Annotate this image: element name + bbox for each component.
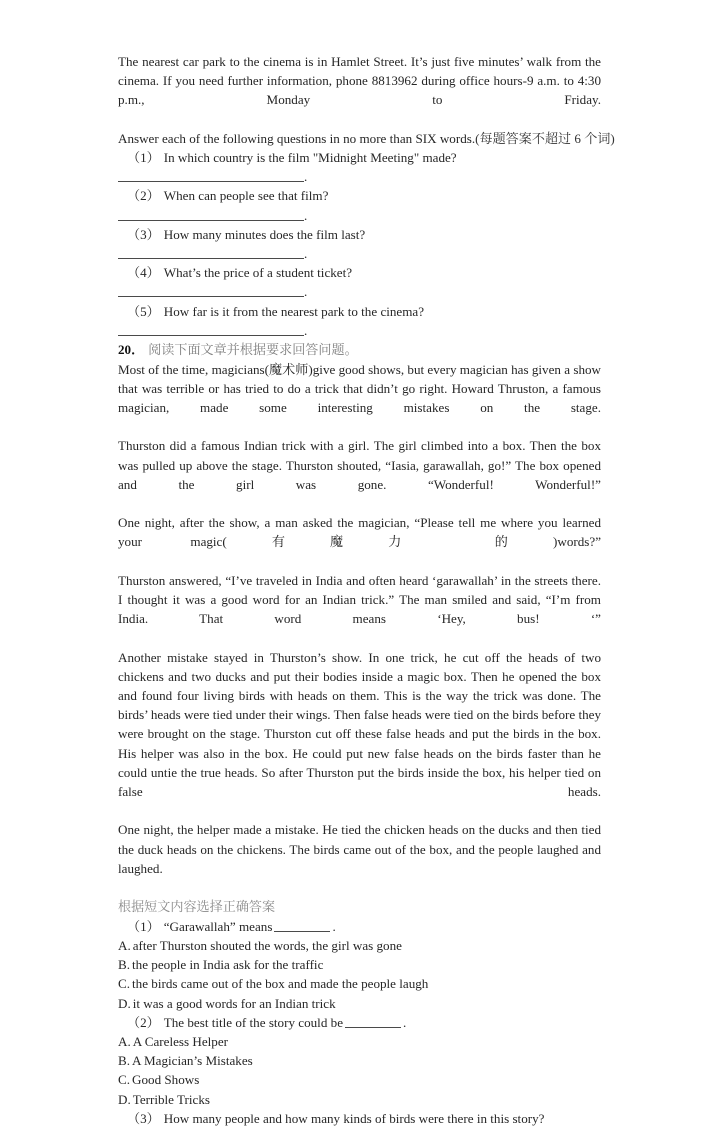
section-20-paragraph-2: Thurston did a famous Indian trick with a girl. The girl climbed into a box. Then the box was pulled up above the stage. Thurston shouted, “Iasia, garawallah, go!” The box opened and the girl was gone. “Wonderful! Wonderful!” <box>118 438 601 492</box>
short-answer-question-4-text: What’s the price of a student ticket? <box>163 265 353 281</box>
short-answer-question-5-text: How far is it from the nearest park to the cinema? <box>163 303 425 319</box>
mc-question-2-stem <box>118 1013 601 1032</box>
short-answer-question-3 <box>118 225 601 244</box>
mc-question-2-option-b[interactable] <box>118 1051 601 1070</box>
mc-directive: 根据短文内容选择正确答案 <box>118 899 276 915</box>
answer-blank-5-rule[interactable] <box>118 323 304 336</box>
mc-question-1-option-c[interactable] <box>118 974 601 993</box>
mc-question-1-option-d[interactable] <box>118 994 601 1013</box>
section-20-paragraph-1: Most of the time, magicians(魔术师)give good shows, but every magician has given a show that was terrible or has tried to do a trick that didn’t go right. Howard Thruston, a famous magician, made some interesting mistakes on the stage. <box>118 361 601 415</box>
mc-question-1-text: “Garawallah” means <box>163 918 273 934</box>
mc-question-2-option-d-letter: D. <box>118 1091 131 1107</box>
mc-question-1-option-b-letter: B. <box>118 957 131 973</box>
short-answer-question-4-number: （4） <box>127 265 160 281</box>
section-20-paragraph-5: Another mistake stayed in Thurston’s show. In one trick, he cut off the heads of two chickens and two ducks and put their bodies inside a magic box. Then he opened the box and found four living birds with heads on them. This is the way the trick was done. The birds’ heads were tied under their wings. Then false heads were tied on the birds before they were brought on the stage. Thurston cut off these false heads and put the birds in the box. His helper was also in the box. He could put new false heads on the birds faster than he could untie the true heads. So after Thurston put the birds inside the box, his helper tied on false heads. <box>118 649 601 800</box>
mc-question-2-option-c-text: Good Shows <box>132 1072 200 1088</box>
answer-blank-1-period: . <box>304 169 308 185</box>
short-answer-question-1-number: （1） <box>127 150 160 166</box>
answer-blank-4-period: . <box>304 284 308 300</box>
short-answer-question-1-text: In which country is the film "Midnight Meeting" made? <box>163 150 457 166</box>
answer-blank-3-period: . <box>304 246 308 261</box>
section-20-paragraph-4: Thurston answered, “I’ve traveled in India and often heard ‘garawallah’ in the streets there. I thought it was a good word for an Indian trick.” The man smiled and said, “I’m from India. That word means ‘Hey, bus! ‘” <box>118 572 601 627</box>
short-answer-question-1 <box>118 148 601 167</box>
mc-question-1-option-a-text: after Thurston shouted the words, the girl was gone <box>132 938 402 954</box>
mc-question-1-number: （1） <box>127 918 160 934</box>
answer-blank-4-rule[interactable] <box>118 284 304 297</box>
short-answer-question-2-text: When can people see that film? <box>163 188 329 204</box>
mc-question-1-period: . <box>332 918 336 934</box>
mc-question-1-stem <box>118 917 601 936</box>
mc-question-2-option-c[interactable] <box>118 1070 601 1089</box>
answer-blank-1[interactable] <box>118 167 601 186</box>
section-20-paragraph-3: One night, after the show, a man asked the magician, “Please tell me where you learned your magic(有魔力 的)words?” <box>118 515 601 550</box>
mc-question-1-option-a-letter: A. <box>118 938 131 954</box>
page-content <box>118 52 615 1128</box>
mc-question-2-option-a[interactable] <box>118 1032 601 1051</box>
mc-question-2-option-a-letter: A. <box>118 1034 131 1050</box>
answer-blank-2-rule[interactable] <box>118 208 304 221</box>
answer-blank-3-rule[interactable] <box>118 246 304 259</box>
short-answer-question-4 <box>118 263 601 282</box>
mc-question-1-option-a[interactable] <box>118 936 601 955</box>
mc-question-3-text: How many people and how many kinds of birds were there in this story? <box>163 1110 545 1126</box>
short-answer-question-5-number: （5） <box>127 303 160 319</box>
section-20-number: 20． <box>118 341 145 357</box>
mc-question-3-number: （3） <box>127 1110 160 1126</box>
mc-question-2-option-d-text: Terrible Tricks <box>132 1091 211 1107</box>
mc-question-1-blank[interactable] <box>274 920 330 932</box>
short-answer-question-2-number: （2） <box>127 188 160 204</box>
mc-question-2-text: The best title of the story could be <box>163 1014 343 1030</box>
answer-blank-2-period: . <box>304 207 308 223</box>
mc-question-1-option-d-letter: D. <box>118 995 131 1011</box>
intro-paragraph: The nearest car park to the cinema is in Hamlet Street. It’s just five minutes’ walk from the cinema. If you need further information, phone 8813962 during office hours-9 a.m. to 4:30 p.m., Monday to Friday. <box>118 54 601 108</box>
section-20-title: 阅读下面文章并根据要求回答问题。 <box>148 341 358 357</box>
answer-blank-1-rule[interactable] <box>118 169 304 182</box>
answer-blank-2[interactable] <box>118 206 601 225</box>
mc-question-1-option-b-text: the people in India ask for the traffic <box>132 957 324 973</box>
short-answer-question-2 <box>118 186 601 205</box>
intro-instruction-en: Answer each of the following questions in no more than SIX words. <box>118 130 476 146</box>
mc-question-2-option-b-text: A Magician’s Mistakes <box>132 1053 253 1069</box>
short-answer-question-5 <box>118 302 601 321</box>
mc-question-2-period: . <box>403 1014 407 1030</box>
mc-question-3-stem <box>118 1109 601 1128</box>
section-20-paragraph-6: One night, the helper made a mistake. He tied the chicken heads on the ducks and then tied the duck heads on the chickens. The birds came out of the box, and the people laughed and laughed. <box>118 822 601 876</box>
intro-instruction-cn: (每题答案不超过 6 个词) <box>475 130 615 146</box>
mc-question-2-number: （2） <box>127 1014 160 1030</box>
intro-instruction-line <box>118 129 615 148</box>
mc-question-1-option-c-text: the birds came out of the box and made the people laugh <box>132 976 429 992</box>
short-answer-question-3-text: How many minutes does the film last? <box>163 226 366 242</box>
section-20-heading <box>118 340 601 360</box>
answer-blank-5-period: . <box>304 322 308 338</box>
mc-question-2-option-d[interactable] <box>118 1090 601 1109</box>
answer-blank-5[interactable] <box>118 321 601 340</box>
mc-question-2-option-c-letter: C. <box>118 1072 131 1088</box>
answer-blank-3[interactable] <box>118 244 601 263</box>
mc-question-1-option-d-text: it was a good words for an Indian trick <box>132 995 336 1011</box>
short-answer-question-3-number: （3） <box>127 226 160 242</box>
mc-question-2-option-a-text: A Careless Helper <box>132 1034 228 1050</box>
mc-question-1-option-c-letter: C. <box>118 976 131 992</box>
answer-blank-4[interactable] <box>118 282 601 301</box>
mc-question-1-option-b[interactable] <box>118 955 601 974</box>
mc-question-2-option-b-letter: B. <box>118 1053 131 1069</box>
